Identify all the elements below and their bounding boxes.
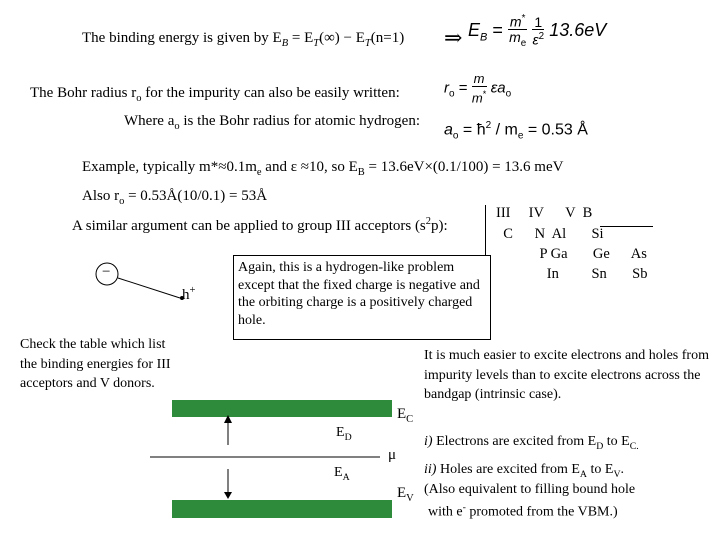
acceptor-sentence: A similar argument can be applied to group III acceptors $(s^2p)$: — [72, 216, 448, 234]
also-radius-sentence: Also $r_o$ = 0.53Å(10/0.1) = 53Å — [82, 188, 268, 207]
periodic-row-4: In Sn Sb — [496, 266, 648, 282]
atomic-bohr-formula: $a_o$ = $ħ^2 / m_e = 0.53$ Å — [444, 120, 588, 142]
binding-energy-sentence: The binding energy is given by $E_B = E_T(\infty) - E_T(n=1)$ — [82, 30, 405, 49]
bohr-radius-formula: $r_o$ = $\frac{m}{m^*}$ $\varepsilon a_o$ — [444, 71, 512, 106]
acceptor-hole-link — [118, 278, 180, 298]
process-ii-vbm: with e- promoted from the VBM.) — [428, 502, 618, 520]
atomic-bohr-sentence: Where $a_o$ is the Bohr radius for atomic hydrogen: — [124, 113, 421, 132]
implies-arrow: ⇒ — [444, 25, 463, 50]
process-ii: ii) Holes are excited from $E_A$ to $E_V$. — [424, 462, 625, 480]
minus-sign: − — [102, 264, 111, 280]
conduction-band — [172, 400, 392, 417]
periodic-row-2: C N Al Si — [496, 226, 604, 242]
periodic-underline — [600, 226, 653, 227]
hydrogen-like-note: Again, this is a hydrogen-like problem except that the fixed charge is negative and the orbiting charge is a positively charged hole. — [233, 255, 491, 340]
bohr-radius-sentence: The Bohr radius $r_o$ for the impurity can also be easily written: — [30, 85, 400, 104]
periodic-row-3: P Ga Ge As — [496, 246, 647, 262]
hole-label: h+ — [182, 285, 196, 303]
binding-energy-formula: $E_B$ = $\frac{m^*}{m_e}$ $\frac{1}{\varepsilon^2}$ 13.6eV — [468, 13, 607, 49]
valence-band — [172, 500, 392, 518]
process-i: i) Electrons are excited from $E_D$ to $E_{C.}$ — [424, 434, 639, 452]
ec-label: $E_C$ — [397, 406, 414, 425]
ea-label: $E_A$ — [334, 465, 350, 483]
ed-label: $E_D$ — [336, 425, 352, 443]
band-diagram — [150, 395, 410, 535]
check-table-note: Check the table which list the binding energies for III acceptors and V donors. — [20, 337, 171, 391]
mu-label: μ — [388, 447, 397, 463]
periodic-row-1: III IV V B — [496, 205, 593, 221]
excite-note: It is much easier to excite electrons and holes from impurity levels than to excite electrons across the bandgap (intrinsic case). — [424, 348, 709, 402]
acceptor-arrowhead — [224, 492, 232, 499]
process-ii-equivalent: (Also equivalent to filling bound hole — [424, 482, 636, 497]
ev-label: $E_V$ — [397, 485, 414, 504]
example-sentence: Example, typically $m*\approx 0.1m_e$ and ε ≈10, so $E_B = 13.6eV\times(0.1/100) = 13.6$ meV — [82, 159, 564, 178]
